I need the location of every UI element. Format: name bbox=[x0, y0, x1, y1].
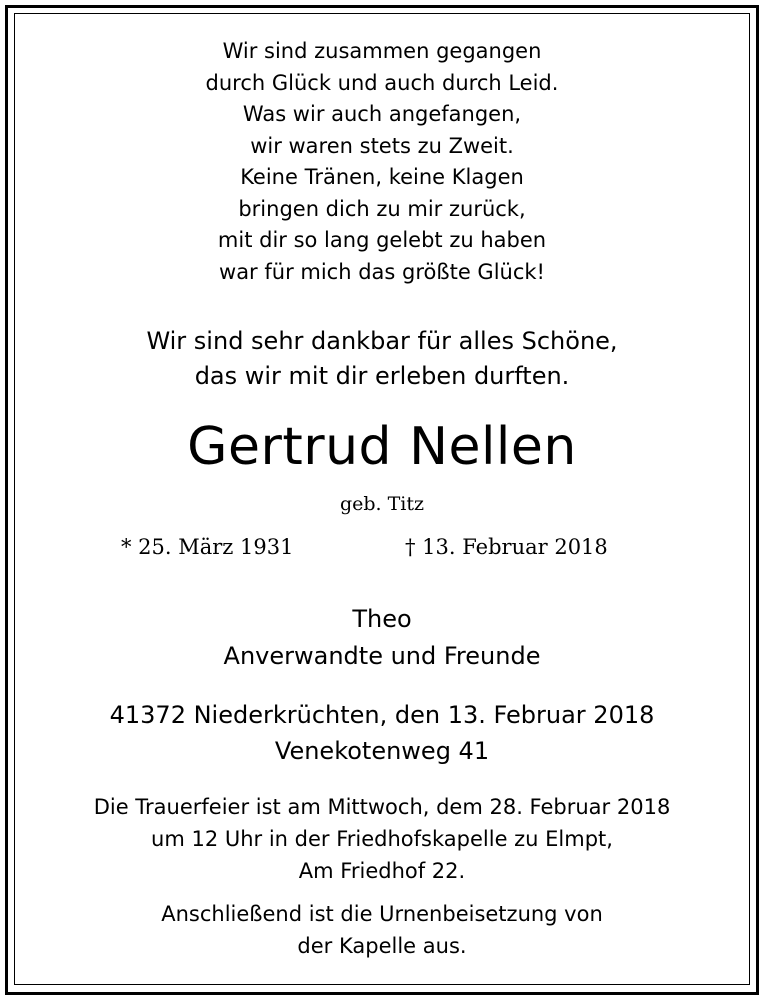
poem bbox=[0, 36, 764, 288]
poem-line: mit dir so lang gelebt zu haben bbox=[217, 228, 547, 252]
service-info bbox=[0, 791, 764, 887]
thanks-line: Wir sind sehr dankbar für alles Schöne, bbox=[146, 327, 618, 355]
birth-date: * 25. März 1931 bbox=[121, 535, 294, 559]
poem-line: bringen dich zu mir zurück, bbox=[238, 196, 526, 221]
mourner-line: Theo bbox=[352, 605, 412, 633]
service-line: Am Friedhof 22. bbox=[298, 859, 466, 883]
burial-info bbox=[0, 898, 764, 962]
deceased-name: Gertrud Nellen bbox=[187, 417, 577, 477]
poem-line: Wir sind zusammen gegangen bbox=[222, 39, 542, 63]
mourners bbox=[0, 601, 764, 675]
address-line: Venekotenweg 41 bbox=[274, 737, 490, 765]
service-line: Die Trauerfeier ist am Mittwoch, dem 28. Februar 2018 bbox=[93, 795, 671, 819]
burial-line: Anschließend ist die Urnenbeisetzung von bbox=[161, 902, 603, 926]
mourner-line: Anverwandte und Freunde bbox=[223, 642, 541, 670]
poem-line: Keine Tränen, keine Klagen bbox=[240, 165, 524, 189]
thanks-message bbox=[0, 324, 764, 394]
poem-line: wir waren stets zu Zweit. bbox=[250, 133, 514, 158]
address bbox=[0, 697, 764, 769]
service-line: um 12 Uhr in der Friedhofskapelle zu Elmpt, bbox=[151, 827, 613, 851]
burial-line: der Kapelle aus. bbox=[297, 934, 467, 958]
poem-line: war für mich das größte Glück! bbox=[219, 259, 545, 284]
death-date: † 13. Februar 2018 bbox=[405, 535, 608, 559]
poem-line: durch Glück und auch durch Leid. bbox=[205, 70, 559, 95]
address-line: 41372 Niederkrüchten, den 13. Februar 2018 bbox=[109, 701, 655, 729]
thanks-line: das wir mit dir erleben durften. bbox=[194, 362, 570, 390]
poem-line: Was wir auch angefangen, bbox=[242, 102, 522, 126]
maiden-name: geb. Titz bbox=[339, 493, 425, 515]
